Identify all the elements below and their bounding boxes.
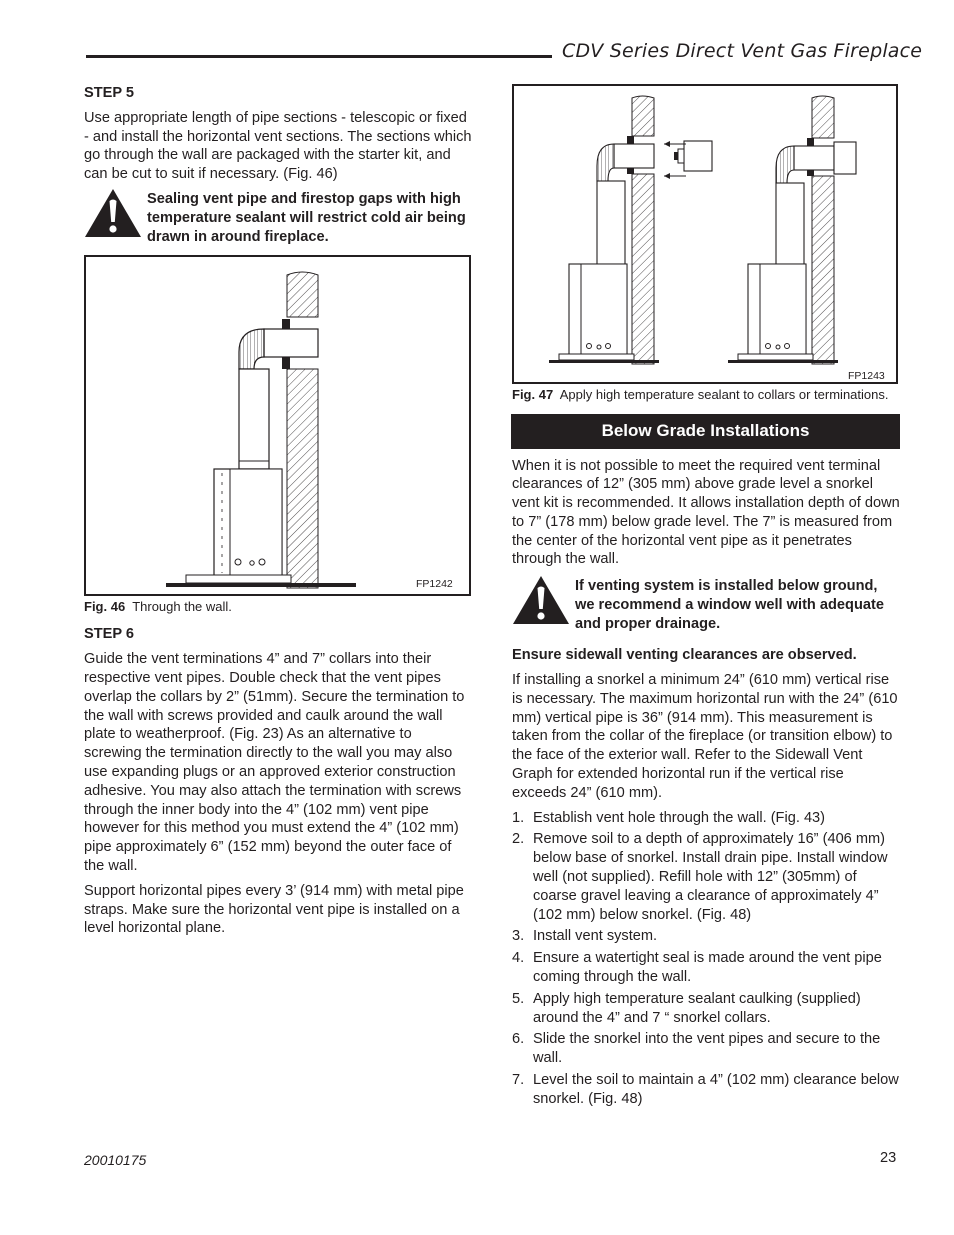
figure-47-caption-text: Apply high temperature sealant to collars or terminations.	[559, 387, 889, 402]
list-item: 7. Level the soil to maintain a 4” (102 mm) clearance below snorkel. (Fig. 48)	[512, 1072, 899, 1107]
list-item: 3. Install vent system.	[512, 928, 658, 945]
warning-text-window-well: If venting system is installed below ground, we recommend a window well with adequate and proper drainage.	[575, 578, 884, 633]
warning-block-sealant	[84, 190, 472, 247]
list-item: 5. Apply high temperature sealant caulking (supplied) around the 4” and 7 “ snorkel collars.	[512, 990, 861, 1026]
list-item: 4. Ensure a watertight seal is made around the vent pipe coming through the wall.	[512, 950, 882, 986]
figure-46-illustration	[86, 257, 469, 594]
figure-47-code: FP1243	[848, 370, 885, 382]
figure-46-frame	[84, 255, 471, 596]
list-item: 1. Establish vent hole through the wall. (Fig. 43)	[512, 809, 826, 826]
footer-page-number: 23	[880, 1150, 897, 1166]
installation-steps-list	[512, 809, 900, 1109]
footer-document-number: 20010175	[84, 1152, 147, 1168]
header-rule	[86, 55, 552, 58]
right-column	[512, 84, 900, 1112]
figure-46-caption	[84, 599, 472, 616]
page-header-title: CDV Series Direct Vent Gas Fireplace	[562, 40, 923, 62]
figure-47-caption	[512, 387, 900, 404]
figure-46-caption-label: Fig. 46	[84, 598, 126, 614]
figure-47-illustration	[514, 86, 896, 382]
list-item: 2. Remove soil to a depth of approximately 16” (406 mm) below base of snorkel. Install drain pipe. Install window well (not supplied). Refill hole with 12” (305mm) of coarse gravel leaving a clearance of approximately 4” (102 mm) below snorkel. (Fig. 48)	[512, 831, 888, 923]
warning-triangle-icon	[84, 188, 142, 238]
section-heading-below-grade: Below Grade Installations	[511, 414, 900, 449]
warning-triangle-icon	[512, 575, 570, 625]
snorkel-paragraph: If installing a snorkel a minimum 24” (610 mm) vertical rise is necessary. The maximum horizontal run with the 24” (610 mm) vertical pipe is 36” (914 mm). This measurement is taken from the collar of the fireplace (or transition elbow) to the face of the exterior wall. Refer to the Sidewall Vent Graph for extended horizontal run if the vertical rise exceeds 24” (610 mm).	[512, 672, 898, 801]
figure-47-caption-label: Fig. 47	[512, 387, 554, 402]
step6-paragraph: Guide the vent terminations 4” and 7” collars into their respective vent pipes. Double check that the vent pipes overlap the collars by 2” (51mm). Secure the termination to the wall with screws provided and caulk around the wall plate to weatherproof. (Fig. 23) As an alternative to screwing the termination directly to the wall you may also use expanding plugs or an approved exterior construction adhesive. You may also attach the termination with screws through the inner body into the 4” (102 mm) vent pipe however for this method you must extend the 4” (102 mm) pipe approximately 6” (152 mm) beyond the outer face of the wall.	[84, 651, 465, 875]
step5-paragraph: Use appropriate length of pipe sections - telescopic or fixed - and install the horizontal vent sections. The sections which go through the wall are packaged with the starter kit, and can be cut to suit if necessary. (Fig. 46)	[84, 109, 472, 183]
figure-47-frame	[512, 84, 898, 384]
left-column	[84, 84, 472, 944]
figure-46-caption-text: Through the wall.	[132, 598, 232, 614]
step5-heading: STEP 5	[84, 85, 135, 101]
list-item: 6. Slide the snorkel into the vent pipes and secure to the wall.	[512, 1031, 881, 1067]
warning-text-sealant: Sealing vent pipe and firestop gaps with high temperature sealant will restrict cold air being drawn in around fireplace.	[147, 190, 466, 245]
support-paragraph: Support horizontal pipes every 3’ (914 mm) with metal pipe straps. Make sure the horizontal vent pipe is installed on a level horizontal plane.	[84, 882, 464, 937]
figure-46-code: FP1242	[416, 577, 453, 590]
warning-block-window-well	[512, 577, 900, 634]
clearance-note: Ensure sidewall venting clearances are observed.	[512, 647, 857, 664]
intro-paragraph: When it is not possible to meet the required vent terminal clearances of 12” (305 mm) above grade level a snorkel vent kit is recommended. It allows installation depth of down to 7” (178 mm) below grade level. The 7” is measured from the center of the horizontal vent pipe as it penetrates through the wall.	[512, 457, 900, 568]
step6-heading: STEP 6	[84, 626, 135, 643]
